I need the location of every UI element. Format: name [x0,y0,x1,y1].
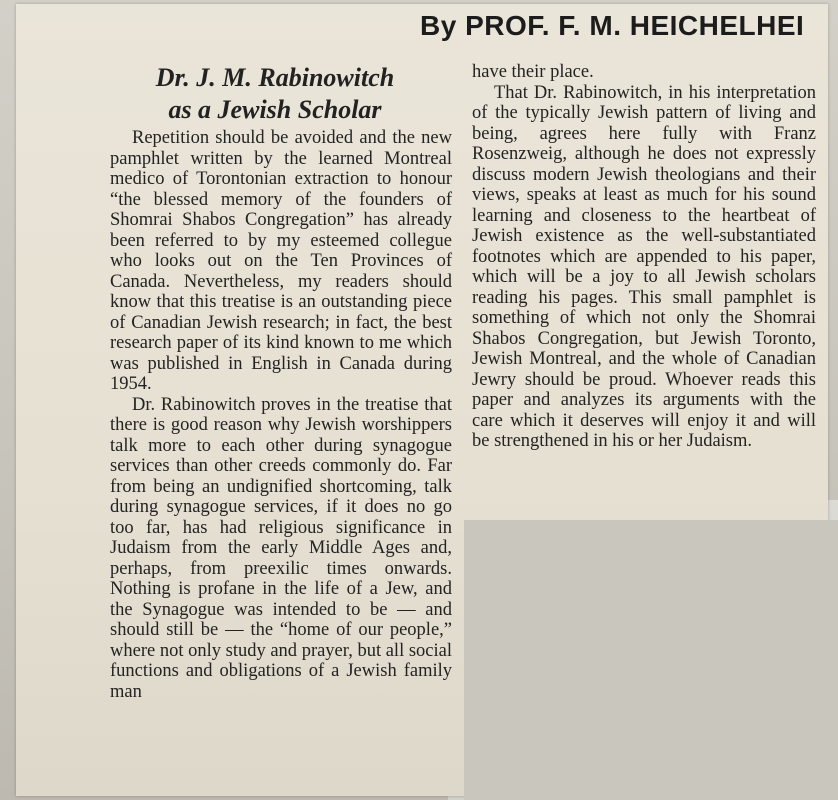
paragraph-1: Repetition should be avoided and the new pamphlet written by the learned Montreal medico of Torontonian extraction to honour “the blessed memory of the founders of Shomrai Shabos Congregation” has already been referred to by my esteemed collegue who looks out on the Ten Provinces of Canada. Nevertheless, my readers should know that this treatise is an outstanding piece of Canadian Jewish research; in fact, the best research paper of its kind known to me which was published in English in Canada during 1954. [110,128,452,394]
left-column [110,128,452,702]
right-column [472,62,816,452]
article-headline [100,62,450,126]
clipping-cutout [464,520,838,800]
headline-line-2: as a Jewish Scholar [168,95,382,124]
paragraph-3: That Dr. Rabinowitch, in his interpretation of the typically Jewish pattern of living and being, agrees here fully with Franz Rosenzweig, although he does not expressly discuss modern Jewish theologians and their views, speaks at least as much for his sound learning and closeness to the heartbeat of Jewish existence as the well-substantiated footnotes which are appended to his paper, which will be a joy to all Jewish scholars reading his pages. This small pamphlet is something of which not only the Shomrai Shabos Congregation, but Jewish Toronto, Jewish Montreal, and the whole of Canadian Jewry should be proud. Whoever reads this paper and analyzes its arguments with the care which it deserves will enjoy it and will be strengthened in his or her Judaism. [472,82,816,451]
headline-line-1: Dr. J. M. Rabinowitch [155,63,395,92]
paragraph-continuation: have their place. [472,62,594,82]
paragraph-2: Dr. Rabinowitch proves in the treatise that there is good reason why Jewish worshippers talk more to each other during synagogue services than other creeds commonly do. Far from being an undignified shortcoming, talk during synagogue services, if it does no go too far, has had religious significance in Judaism from the early Middle Ages and, perhaps, from preexilic times onwards. Nothing is profane in the life of a Jew, and the Synagogue was intended to be — and should still be — the “home of our people,” where not only study and prayer, but all social functions and obligations of a Jewish family man [110,394,452,702]
author-byline: By PROF. F. M. HEICHELHEI [420,10,805,41]
